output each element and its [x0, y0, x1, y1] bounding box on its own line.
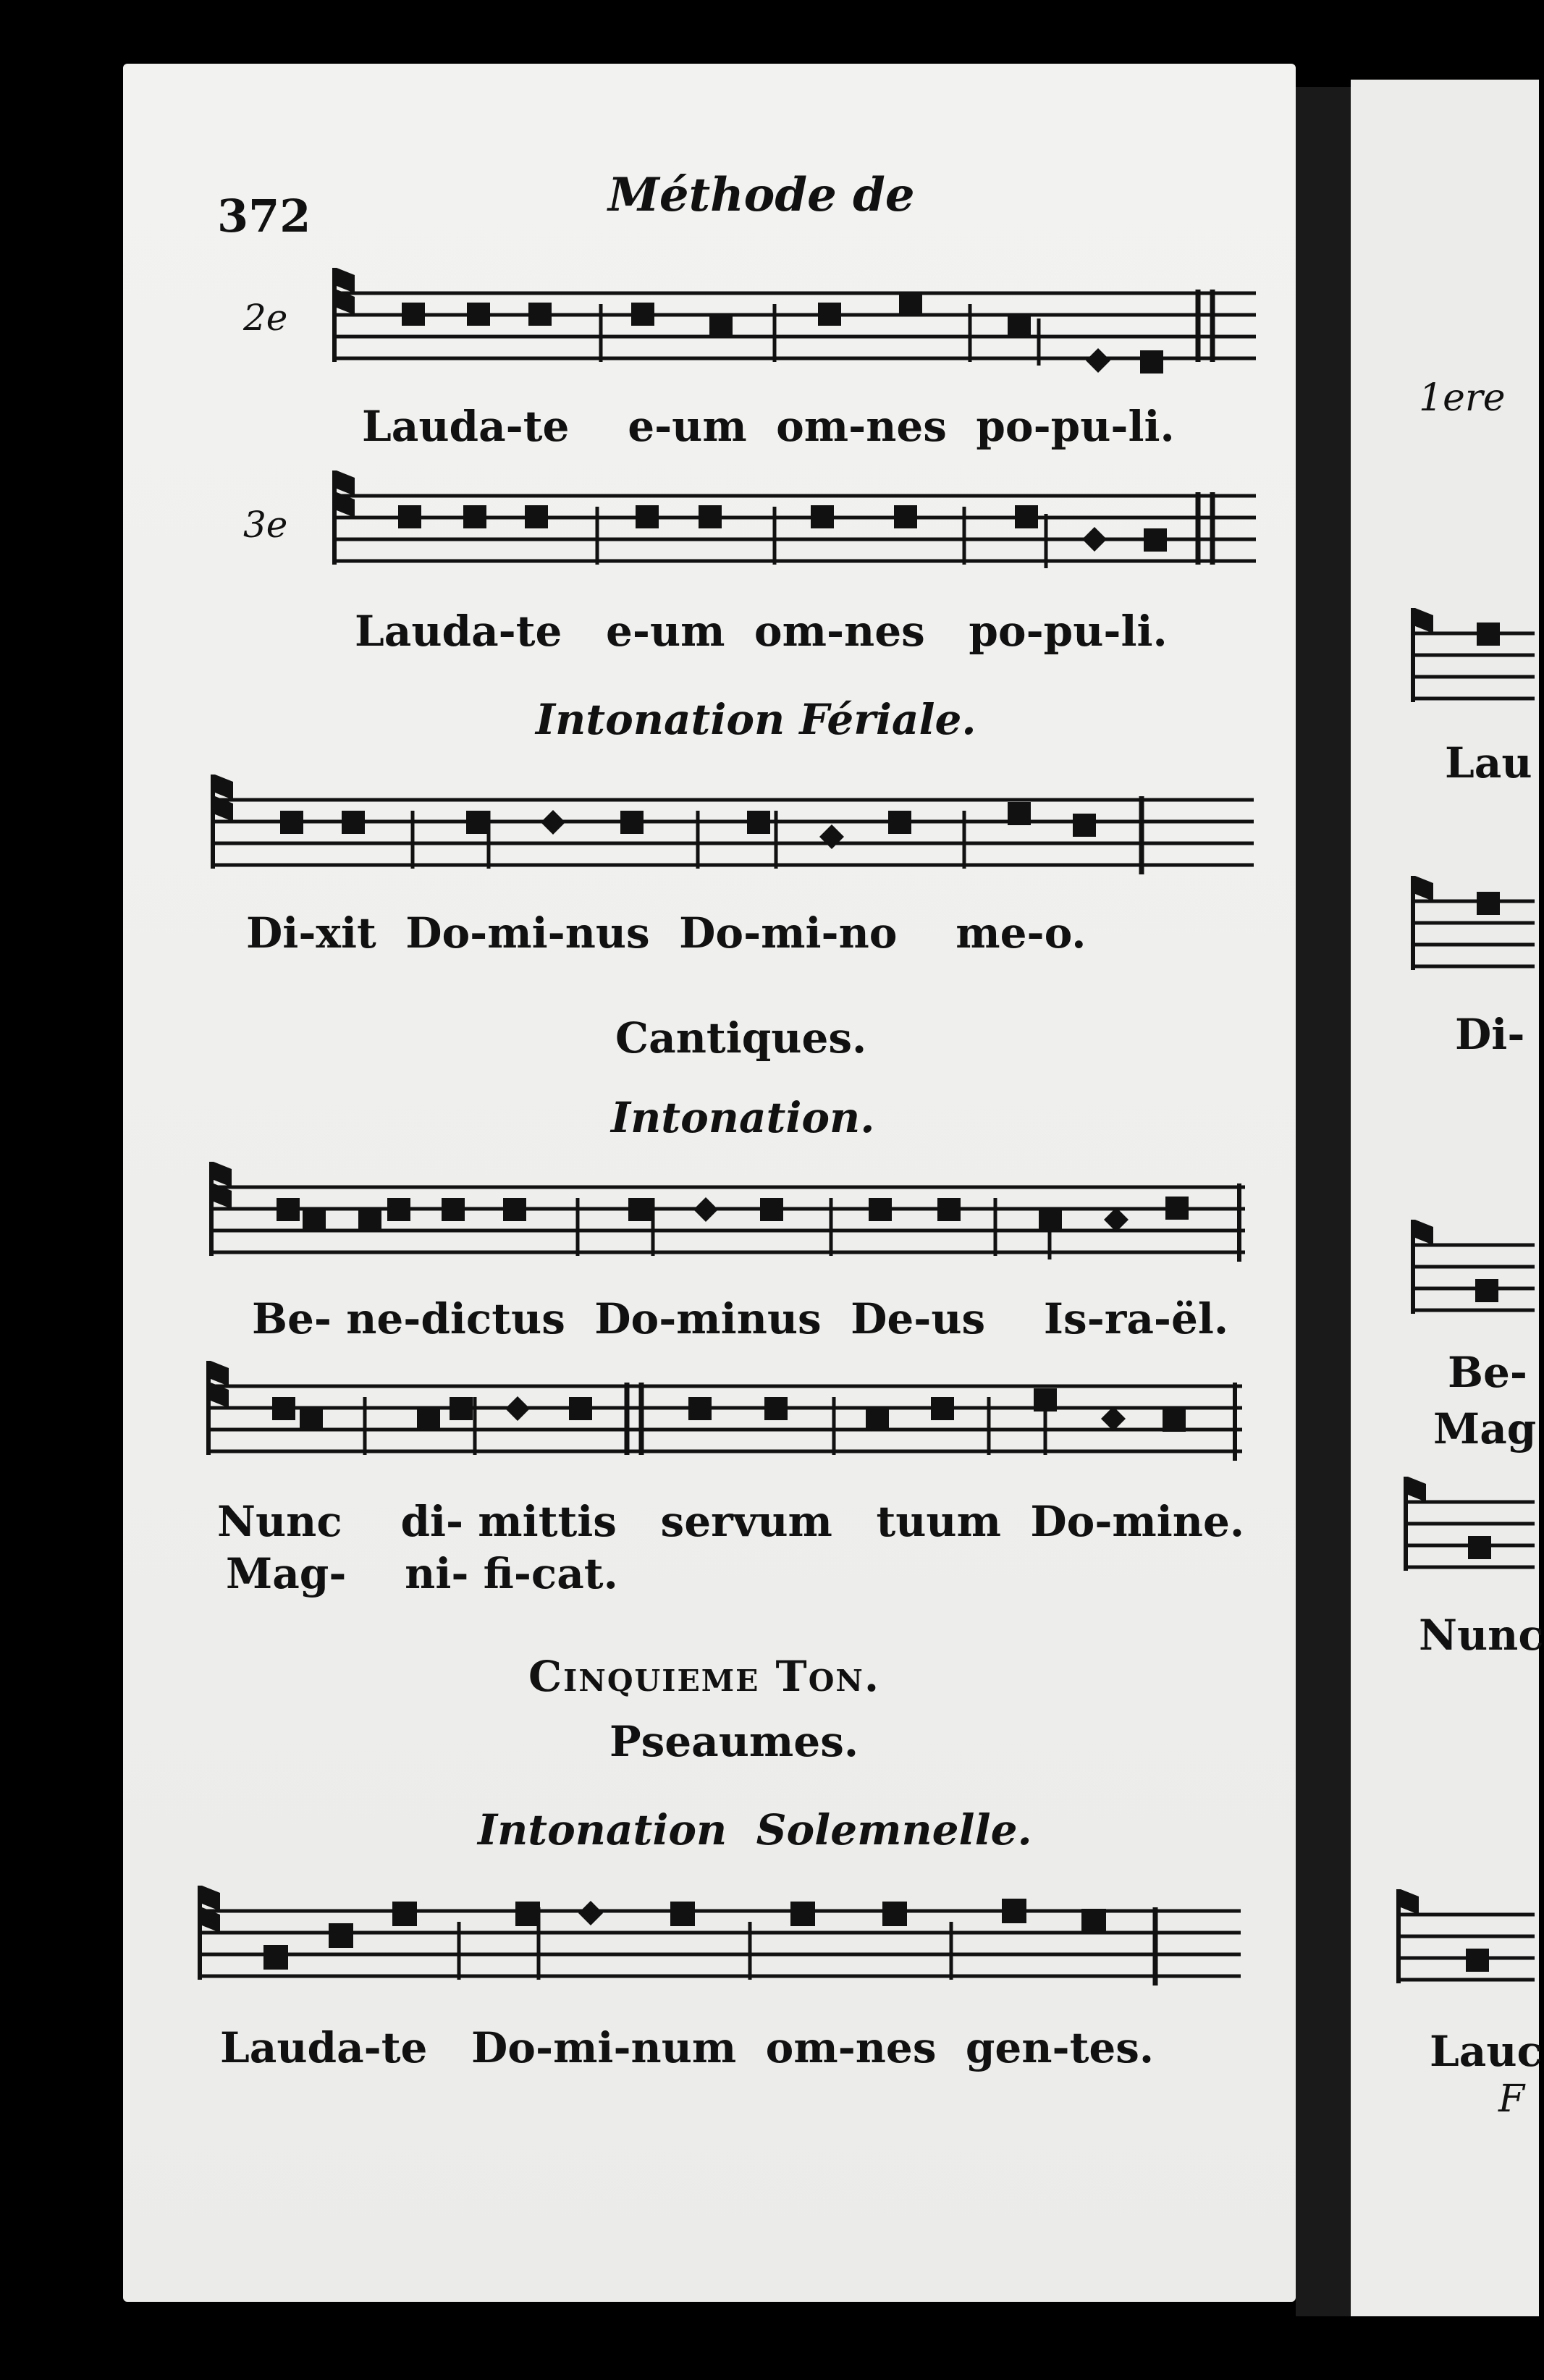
- heading-intonation: Intonation.: [611, 1093, 875, 1142]
- right-staff-5: [1397, 1882, 1535, 1998]
- book-gutter: [1296, 87, 1351, 2316]
- music-staff-1: [333, 261, 1260, 391]
- right-fragment-3: Di-: [1455, 1010, 1525, 1059]
- heading-cantiques: Cantiques.: [615, 1013, 867, 1063]
- music-staff-3: [211, 767, 1261, 898]
- right-staff-3: [1412, 1212, 1535, 1328]
- tone-label-2e: 2e: [243, 297, 288, 339]
- lyrics-line-1: Lauda-te e-um om-nes po-pu-li.: [362, 402, 1175, 451]
- lyrics-line-5: Nunc di- mittis servum tuum Do-mine.: [217, 1497, 1245, 1546]
- heading-intonation-feriale: Intonation Fériale.: [536, 695, 976, 744]
- music-staff-4: [210, 1155, 1260, 1285]
- lyrics-line-4: Be- ne-dictus Do-minus De-us Is-ra-ël.: [252, 1294, 1229, 1343]
- running-title: Méthode de: [608, 168, 915, 222]
- lyrics-line-5b: Mag- ni- fi-cat.: [226, 1549, 618, 1598]
- right-staff-2: [1412, 869, 1535, 984]
- tone-label-3e: 3e: [243, 504, 288, 546]
- heading-intonation-solemnelle: Intonation Solemnelle.: [478, 1805, 1032, 1854]
- music-staff-2: [333, 463, 1260, 594]
- right-fragment-1: 1ere: [1419, 376, 1506, 420]
- heading-cinquieme-ton: Cinquieme Ton.: [528, 1652, 881, 1701]
- music-staff-6: [198, 1878, 1255, 2009]
- right-fragment-6: Nunc: [1419, 1611, 1544, 1660]
- page-number: 372: [217, 190, 311, 242]
- right-fragment-2: Lau: [1445, 738, 1532, 788]
- right-fragment-7: Lauc: [1430, 2027, 1543, 2076]
- right-staff-4: [1404, 1469, 1535, 1585]
- heading-pseaumes: Pseaumes.: [609, 1717, 859, 1766]
- lyrics-line-3: Di-xit Do-mi-nus Do-mi-no me-o.: [246, 908, 1087, 958]
- music-staff-5: [207, 1354, 1257, 1484]
- lyrics-line-6: Lauda-te Do-mi-num om-nes gen-tes.: [220, 2023, 1155, 2072]
- right-fragment-4: Be-: [1448, 1348, 1527, 1397]
- right-staff-1: [1412, 601, 1535, 717]
- lyrics-line-2: Lauda-te e-um om-nes po-pu-li.: [355, 607, 1168, 656]
- right-fragment-5: Mag: [1433, 1404, 1537, 1453]
- right-fragment-8: F: [1498, 2077, 1525, 2121]
